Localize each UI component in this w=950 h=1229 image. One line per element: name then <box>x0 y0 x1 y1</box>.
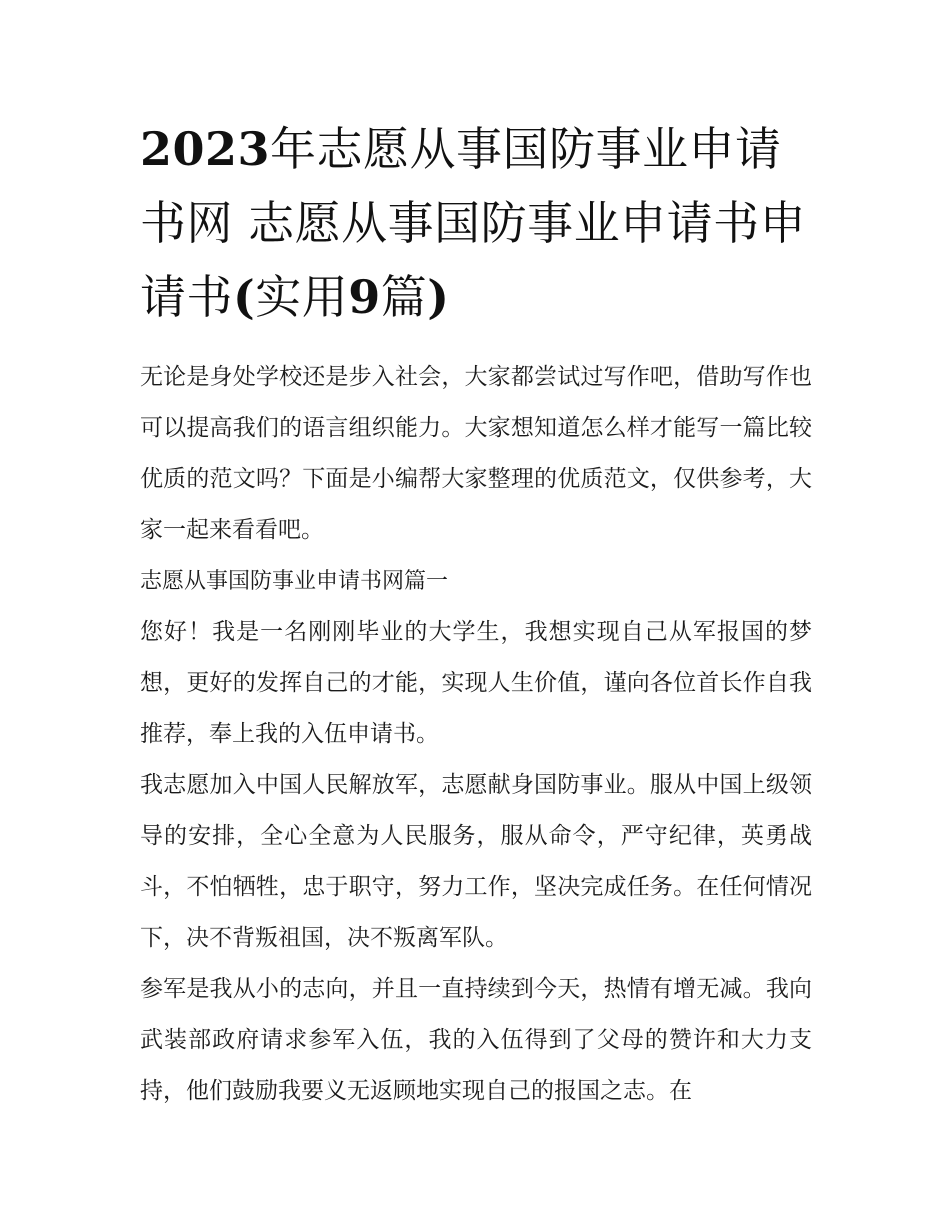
document-page <box>140 112 812 1117</box>
title-count: 9 <box>348 270 381 324</box>
title-year: 2023 <box>140 122 271 176</box>
title-close-paren: ) <box>427 270 450 324</box>
body-paragraph-2: 我志愿加入中国人民解放军，志愿献身国防事业。服从中国上级领导的安排，全心全意为人民服务，服从命令，严守纪律，英勇战斗，不怕牺牲，忠于职守，努力工作，坚决完成任务。在任何情况下，决不背叛祖国，决不叛离军队。 <box>140 772 812 951</box>
title-practical: 实用 <box>255 270 349 324</box>
body-paragraph-1: 您好！我是一名刚刚毕业的大学生，我想实现自己从军报国的梦想，更好的发挥自己的才能，实现人生价值，谨向各位首长作自我推荐，奉上我的入伍申请书。 <box>140 619 812 747</box>
title-open-paren: ( <box>233 270 256 324</box>
document-title <box>140 112 812 334</box>
intro-paragraph: 无论是身处学校还是步入社会，大家都尝试过写作吧，借助写作也可以提高我们的语言组织能力。大家想知道怎么样才能写一篇比较优质的范文吗？下面是小编帮大家整理的优质范文，仅供参考，大家一起来看看吧。 <box>140 364 812 543</box>
body-paragraph-3: 参军是我从小的志向，并且一直持续到今天，热情有增无减。我向武装部政府请求参军入伍，我的入伍得到了父母的赞许和大力支持，他们鼓励我要义无返顾地实现自己的报国之志。在 <box>140 976 812 1104</box>
title-articles: 篇 <box>380 270 428 324</box>
section-heading: 志愿从事国防事业申请书网篇一 <box>140 569 449 594</box>
document-body <box>140 352 812 1117</box>
title-main: 年志愿从事国防事业申请书网 志愿从事国防事业申请书申请书 <box>140 122 807 324</box>
